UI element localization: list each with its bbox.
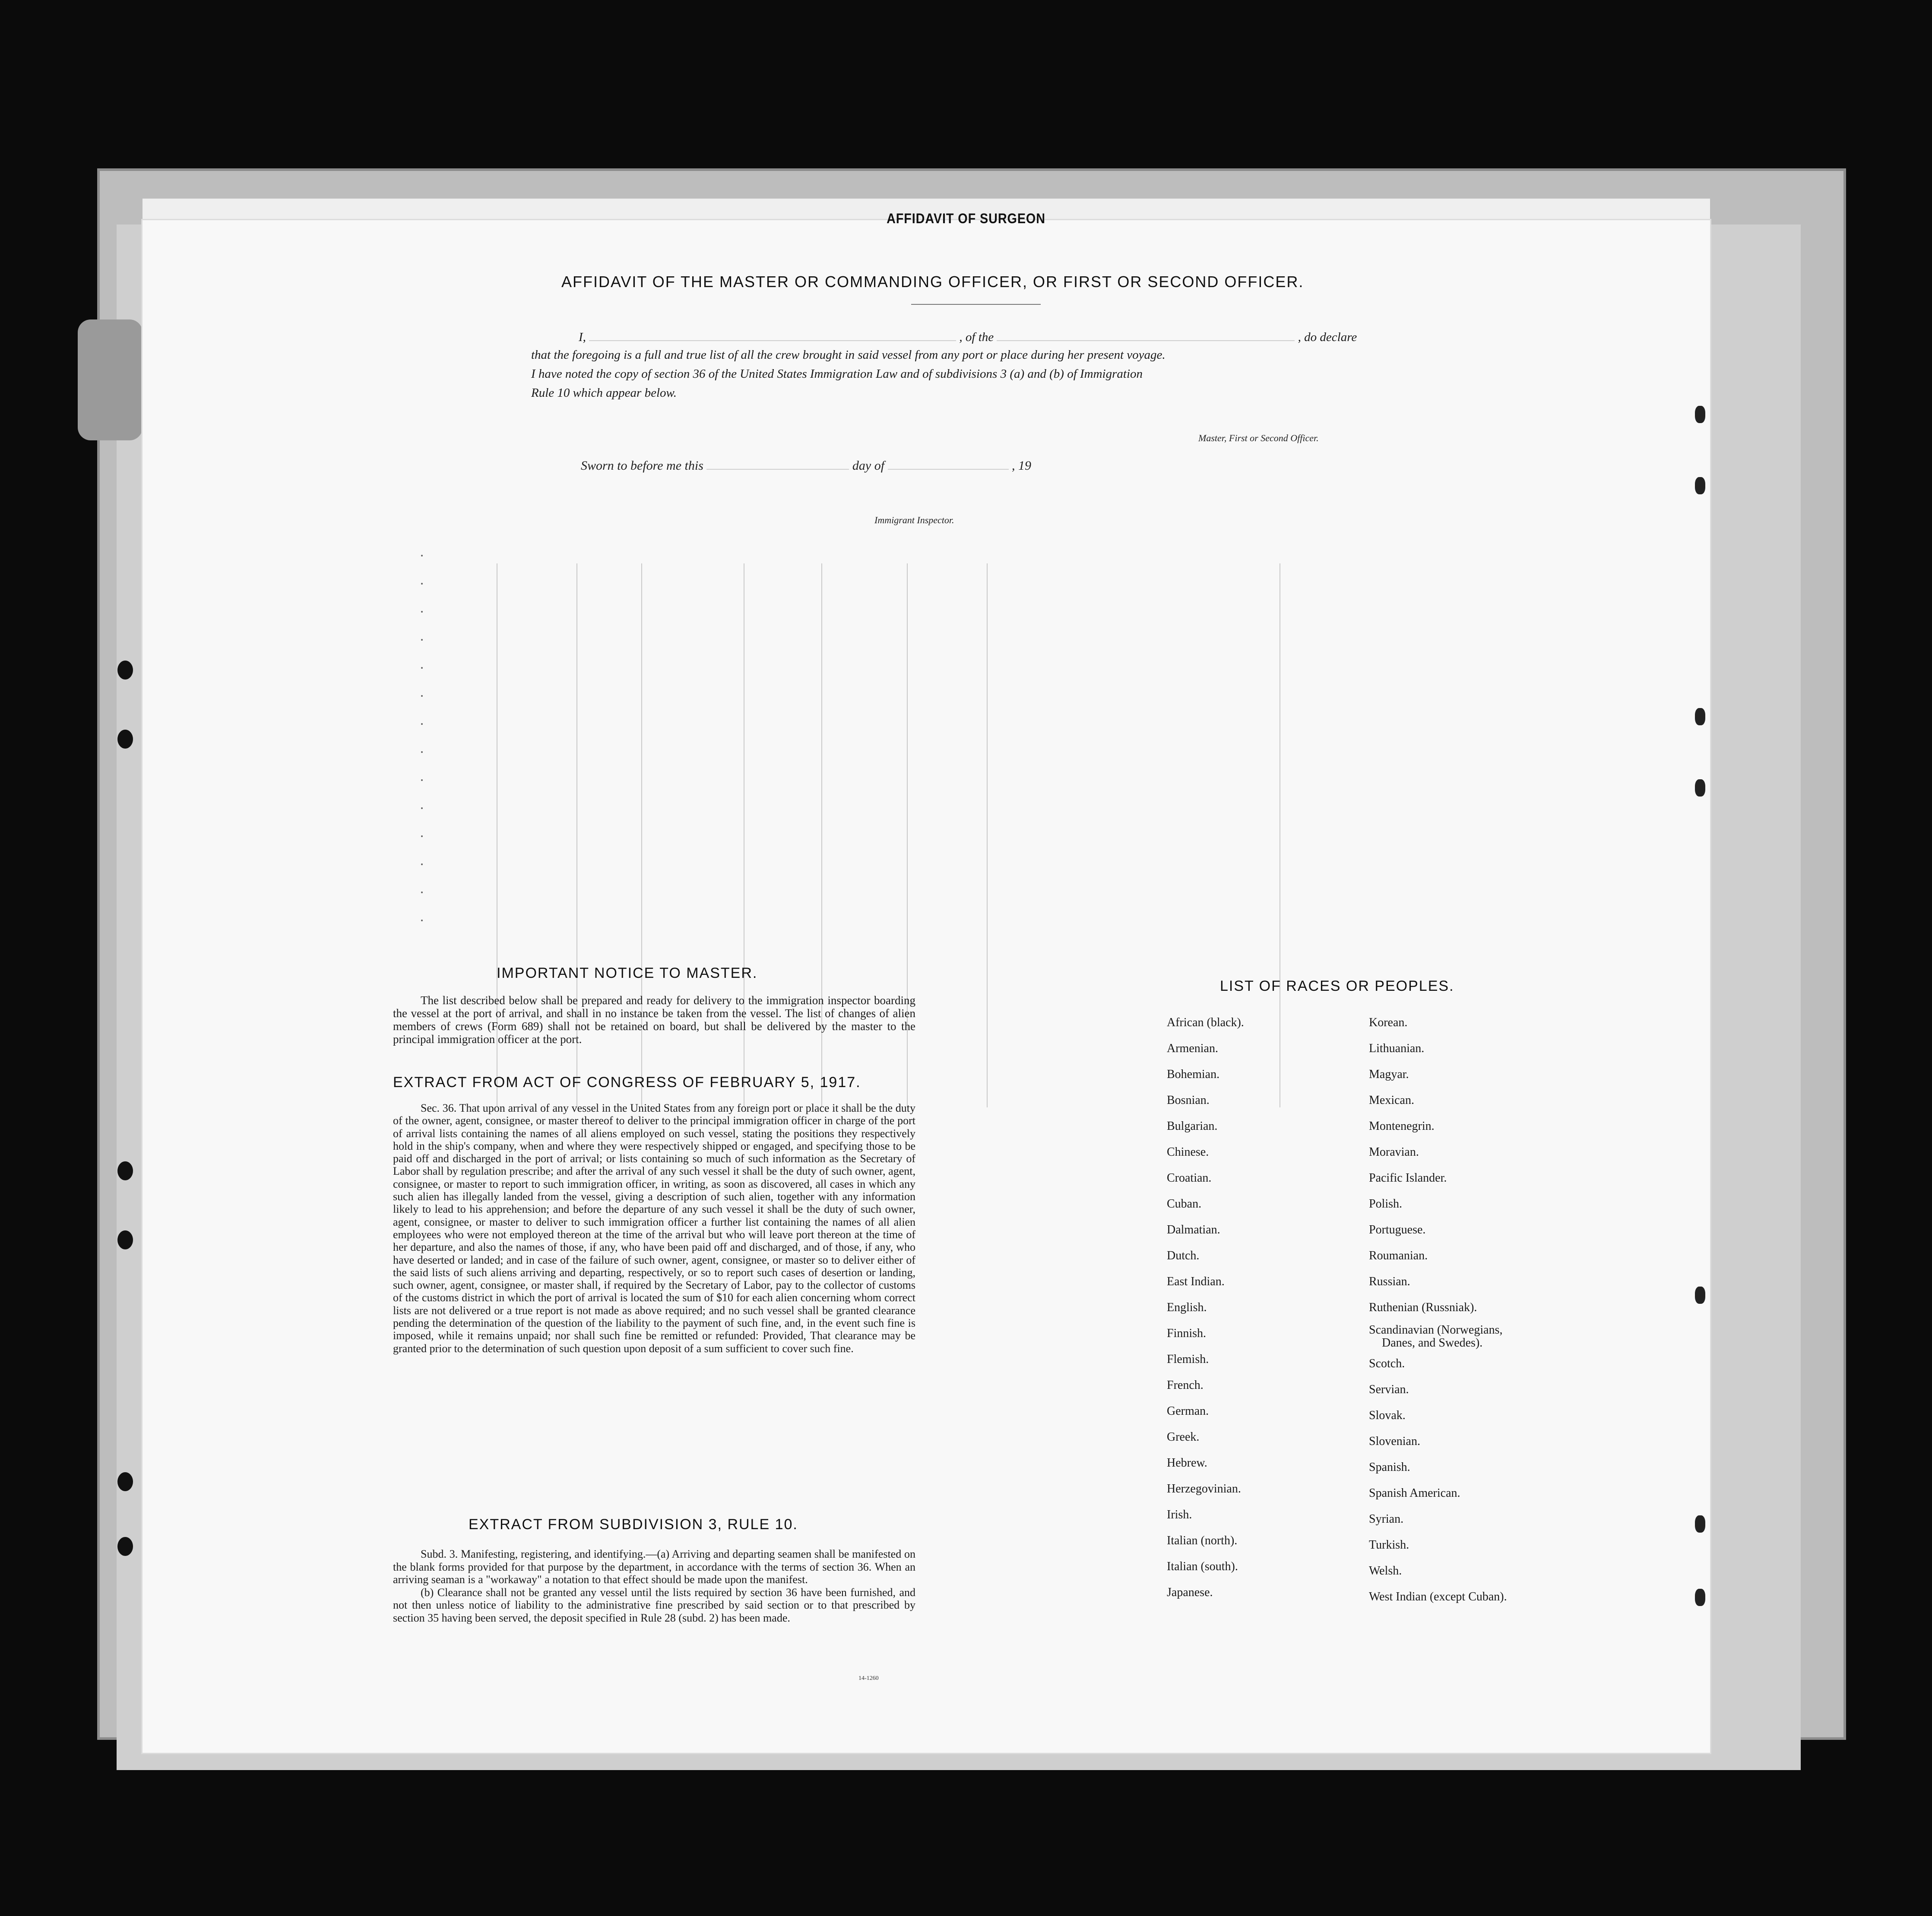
decl-of-the: , of the: [959, 330, 994, 344]
signer-caption: Master, First or Second Officer.: [1198, 433, 1319, 443]
race-item: Bulgarian.: [1167, 1119, 1218, 1133]
rule-paragraph-b: (b) Clearance shall not be granted any vessel until the lists required by section 36 have been furnished, and not then unless notice of liability to the administrative fine prescribed by said section or to that prescribed by section 35 having been served, the deposit specified in Rule 28 (subd. 2) has been made.: [393, 1586, 915, 1624]
race-item: East Indian.: [1167, 1275, 1225, 1288]
row-dot: [421, 723, 423, 725]
act-extract-text: Sec. 36. That upon arrival of any vessel in the United States from any foreign port or place it shall be the duty of the owner, agent, consignee, or master thereof to deliver to the principal immigration officer in charge of the port of arrival lists containing the names of all aliens employed on such vessel, stating the positions they respectively hold in the ship's company, when and where they were respectively shipped or engaged, and specifying those to be paid off and discharged in the port of arrival; or lists containing so much of such information as the Secretary of Labor shall by regulation prescribe; and after the arrival of any such vessel it shall be the duty of such owner, agent, consignee, or master to report to such immigration officer, in writing, as soon as discovered, all cases in which any such alien has illegally landed from the vessel, giving a description of such alien, together with any information likely to lead to his apprehension; and before the departure of any such vessel it shall be the duty of such owner, agent, consignee, or master to deliver to such immigration officer a further list containing the names of all alien employees who were not employed thereon at the time of the arrival but who will leave port thereon at the time of her departure, and also the names of those, if any, who have been paid off and discharged, and of those, if any, who have deserted or landed; and in case of the failure of such owner, agent, consignee, or master so to deliver either of the said lists of such aliens arriving and departing, respectively, or so to report such cases of desertion or landing, such owner, agent, consignee, or master shall, if required by the Secretary of Labor, pay to the collector of customs of the customs district in which the port of arrival is located the sum of $10 for each alien concerning whom correct lists are not delivered or a true report is not made as above required; and no such vessel shall be granted clearance pending the determination of the question of the liability to the payment of such fine, and, in the event such fine is imposed, while it remains unpaid; nor shall such fine be remitted or refunded: Provided, That clearance may be granted prior to the determination of such question upon deposit of a sum sufficient to cover such fine.: [393, 1102, 915, 1355]
punch-hole: [117, 661, 133, 680]
name-blank[interactable]: [589, 329, 956, 341]
declaration-line-1: [579, 329, 1357, 345]
race-item: Roumanian.: [1369, 1249, 1428, 1262]
sworn-prefix: Sworn to before me this: [581, 458, 703, 473]
race-item: Slovenian.: [1369, 1435, 1420, 1448]
race-item: Lithuanian.: [1369, 1042, 1425, 1055]
punch-hole: [117, 1537, 133, 1556]
race-item: Russian.: [1369, 1275, 1410, 1288]
race-item: Greek.: [1167, 1430, 1200, 1444]
row-dot: [421, 835, 423, 837]
race-item: Hebrew.: [1167, 1456, 1207, 1470]
race-item: Bosnian.: [1167, 1094, 1210, 1107]
sworn-year: , 19: [1012, 458, 1032, 473]
binder-ring: [1695, 1287, 1705, 1304]
binder-ring: [1695, 779, 1705, 797]
rule-extract-title: EXTRACT FROM SUBDIVISION 3, RULE 10.: [469, 1516, 798, 1533]
column-rule: [987, 563, 988, 1107]
race-item: Korean.: [1369, 1016, 1408, 1029]
race-item: Spanish.: [1369, 1461, 1410, 1474]
race-item: Danes, and Swedes).: [1382, 1336, 1483, 1350]
race-item: Armenian.: [1167, 1042, 1218, 1055]
race-item: Syrian.: [1369, 1512, 1404, 1526]
vessel-blank[interactable]: [997, 329, 1295, 341]
sworn-line: [581, 458, 1031, 473]
race-item: Bohemian.: [1167, 1068, 1220, 1081]
races-title: LIST OF RACES OR PEOPLES.: [1220, 978, 1454, 994]
row-dot: [421, 555, 423, 556]
binder-ring: [1695, 1589, 1705, 1606]
notice-title: IMPORTANT NOTICE TO MASTER.: [497, 965, 758, 981]
declaration-line-3: I have noted the copy of section 36 of the United States Immigration Law and of subdivisions 3 (a) and (b) of Immigration: [531, 367, 1143, 381]
row-dot: [421, 863, 423, 865]
binding-tab: [78, 319, 143, 440]
row-dot: [421, 583, 423, 585]
race-item: Cuban.: [1167, 1197, 1202, 1211]
inspector-caption: Immigrant Inspector.: [874, 515, 954, 525]
race-item: Montenegrin.: [1369, 1119, 1435, 1133]
row-dot: [421, 611, 423, 613]
punch-hole: [117, 730, 133, 749]
punch-hole: [117, 1161, 133, 1180]
day-blank[interactable]: [706, 458, 849, 470]
race-item: Herzegovinian.: [1167, 1482, 1241, 1495]
row-dot: [421, 751, 423, 753]
row-dot: [421, 639, 423, 641]
race-item: Slovak.: [1369, 1409, 1406, 1422]
binder-ring: [1695, 406, 1705, 423]
race-item: Ruthenian (Russniak).: [1369, 1301, 1477, 1314]
binder-ring: [1695, 1515, 1705, 1533]
race-item: English.: [1167, 1301, 1207, 1314]
affidavit-title: AFFIDAVIT OF THE MASTER OR COMMANDING OFFICER, OR FIRST OR SECOND OFFICER.: [561, 273, 1304, 291]
race-item: German.: [1167, 1404, 1209, 1418]
form-number: 14-1260: [858, 1675, 879, 1682]
race-item: Servian.: [1369, 1383, 1409, 1396]
row-dot: [421, 892, 423, 893]
act-extract-title: EXTRACT FROM ACT OF CONGRESS OF FEBRUARY 5, 1917.: [393, 1074, 861, 1091]
race-item: Portuguese.: [1369, 1223, 1426, 1236]
row-dot: [421, 779, 423, 781]
row-dot: [421, 807, 423, 809]
race-item: Italian (south).: [1167, 1560, 1238, 1573]
declaration-line-4: Rule 10 which appear below.: [531, 386, 677, 400]
race-item: Pacific Islander.: [1369, 1171, 1447, 1185]
binder-title: AFFIDAVIT OF SURGEON: [887, 211, 1045, 226]
race-item: African (black).: [1167, 1016, 1244, 1029]
race-item: Turkish.: [1369, 1538, 1409, 1552]
race-item: Polish.: [1369, 1197, 1403, 1211]
affidavit-page: [143, 220, 1710, 1753]
race-item: Chinese.: [1167, 1145, 1209, 1159]
rule-paragraph-a: Subd. 3. Manifesting, registering, and identifying.—(a) Arriving and departing seamen shall be manifested on the blank forms provided for that purpose by the department, in accordance with the terms of section 36. When an arriving seaman is a "workaway" a notation to that effect should be made upon the manifest.: [393, 1548, 915, 1586]
race-item: West Indian (except Cuban).: [1369, 1590, 1507, 1603]
race-item: Dutch.: [1167, 1249, 1200, 1262]
race-item: Irish.: [1167, 1508, 1192, 1521]
race-item: French.: [1167, 1379, 1204, 1392]
race-item: Flemish.: [1167, 1353, 1209, 1366]
race-item: Magyar.: [1369, 1068, 1409, 1081]
declaration-line-2: that the foregoing is a full and true list of all the crew brought in said vessel from any port or place during her present voyage.: [531, 348, 1166, 362]
row-dot: [421, 667, 423, 669]
race-item: Mexican.: [1369, 1094, 1414, 1107]
binder-ring: [1695, 708, 1705, 725]
title-rule: [911, 304, 1041, 305]
decl-i: I,: [579, 330, 586, 344]
race-item: Moravian.: [1369, 1145, 1419, 1159]
race-item: Dalmatian.: [1167, 1223, 1220, 1236]
row-dot: [421, 695, 423, 697]
race-item: Croatian.: [1167, 1171, 1212, 1185]
race-item: Scotch.: [1369, 1357, 1405, 1370]
race-item: Japanese.: [1167, 1586, 1213, 1599]
rule-extract-text: [393, 1548, 915, 1624]
punch-hole: [117, 1472, 133, 1491]
sworn-day-of: day of: [852, 458, 885, 473]
month-blank[interactable]: [888, 458, 1009, 470]
decl-do-declare: , do declare: [1298, 330, 1357, 344]
binder-ring: [1695, 477, 1705, 494]
notice-text: The list described below shall be prepared and ready for delivery to the immigration inspector boarding the vessel at the port of arrival, and shall in no instance be taken from the vessel. The list of changes of alien members of crews (Form 689) shall not be retained on board, but shall be delivered by the master to the principal immigration officer at the port.: [393, 994, 915, 1046]
race-item: Welsh.: [1369, 1564, 1402, 1578]
race-item: Spanish American.: [1369, 1486, 1460, 1500]
row-dot: [421, 920, 423, 921]
punch-hole: [117, 1230, 133, 1249]
race-item: Scandinavian (Norwegians,: [1369, 1323, 1503, 1337]
race-item: Italian (north).: [1167, 1534, 1238, 1547]
race-item: Finnish.: [1167, 1327, 1207, 1340]
